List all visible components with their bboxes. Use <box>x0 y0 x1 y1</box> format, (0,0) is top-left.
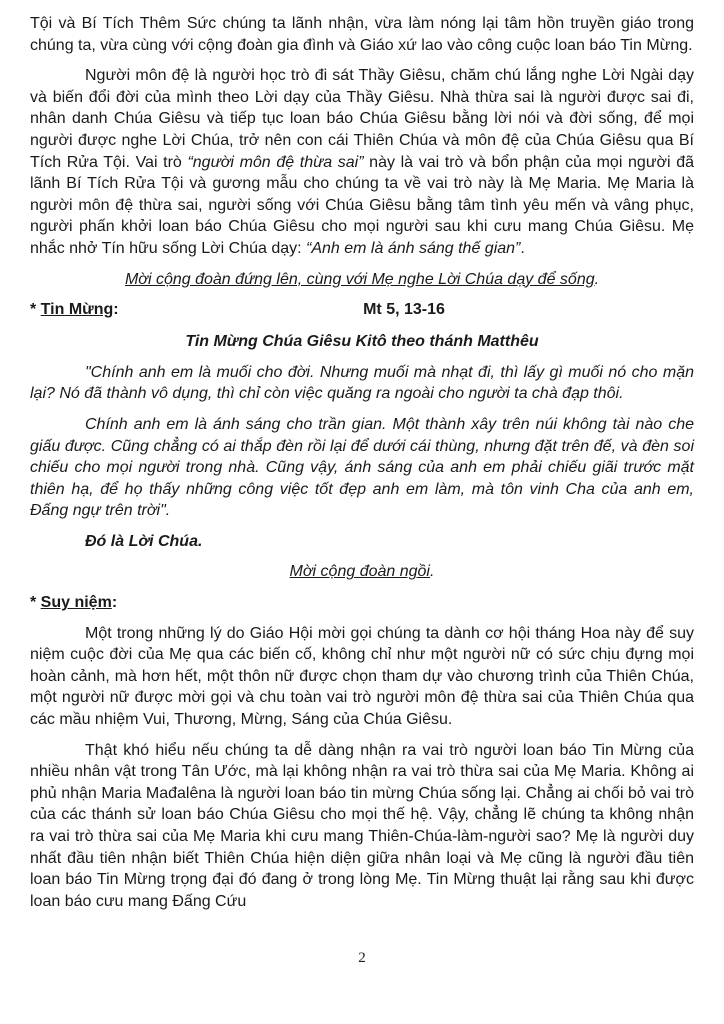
gospel-text-salt: "Chính anh em là muối cho đời. Nhưng muối mà nhạt đi, thì lấy gì muối nó cho mặn lại? Nó đã thành vô dụng, thì chỉ còn việc quăng ra ngoài cho người ta chà đạp thôi. <box>30 363 694 403</box>
rubric-stand-up: Mời cộng đoàn đứng lên, cùng với Mẹ nghe Lời Chúa dạy để sống. <box>124 270 600 288</box>
gospel-heading-row <box>30 299 694 321</box>
gospel-section-label: * Tin Mừng: <box>30 301 119 319</box>
gospel-scripture-reference: Mt 5, 13-16 <box>363 301 445 319</box>
paragraph-intro-continuation: Tội và Bí Tích Thêm Sức chúng ta lãnh nhận, vừa làm nóng lại tâm hồn truyền giáo trong chúng ta, vừa cùng với cộng đoàn gia đình và Giáo xứ lao vào công cuộc loan báo Tin Mừng. <box>30 15 694 54</box>
gospel-title: Tin Mừng Chúa Giêsu Kitô theo thánh Matthêu <box>185 333 539 351</box>
page-number: 2 <box>358 950 366 966</box>
reflection-section-label: * Suy niệm: <box>30 594 118 612</box>
paragraph-reflection-mary-missionary: Thật khó hiểu nếu chúng ta dễ dàng nhận ra vai trò người loan báo Tin Mừng của nhiều nhân vật trong Tân Ước, mà lại không nhận ra vai trò thừa sai của Mẹ Maria. Không ai phủ nhận Maria Mađalêna là người loan báo tin mừng Chúa sống lại. Chẳng ai chối bỏ vai trò của các thánh sử loan báo Chúa Giêsu cho mọi thế hệ. Vậy, chẳng lẽ chúng ta không nhận ra vai trò thừa sai của Mẹ Maria khi cưu mang Thiên-Chúa-làm-người sao? Mẹ là người duy nhất đầu tiên nhận biết Thiên Chúa hiện diện giữa nhân loại và Mẹ cũng là người đầu tiên loan báo Tin Mừng trọng đại đó đang ở trong lòng Mẹ. Tin Mừng thuật lại rằng sau khi được loan báo cưu mang Đấng Cứu <box>30 741 694 910</box>
paragraph-reflection-month-of-flowers: Một trong những lý do Giáo Hội mời gọi chúng ta dành cơ hội tháng Hoa này để suy niệm cuộc đời của Mẹ qua các biến cố, không chỉ như một người nữ có sức chịu đựng mọi hoàn cảnh, mà hơn hết, một thôn nữ được chọn tham dự vào chương trình của Thiên Chúa, một người nữ được mời gọi và chu toàn vai trò người môn đệ thừa sai của Thiên Chúa qua các mầu nhiệm Vui, Thương, Mừng, Sáng của Chúa Giêsu. <box>30 624 694 729</box>
gospel-text-light: Chính anh em là ánh sáng cho trần gian. Một thành xây trên núi không tài nào che giấu được. Cũng chẳng có ai thắp đèn rồi lại để dưới cái thùng, nhưng đặt trên đế, và đèn soi chiếu cho mọi người trong nhà. Cũng vậy, ánh sáng của anh em phải chiếu giãi trước mặt thiên hạ, để họ thấy những công việc tốt đẹp anh em làm, mà tôn vinh Cha của anh em, Đấng ngự trên trời". <box>30 415 694 520</box>
gospel-closing-acclamation: Đó là Lời Chúa. <box>85 532 203 550</box>
paragraph-missionary-disciple: Người môn đệ là người học trò đi sát Thầy Giêsu, chăm chú lắng nghe Lời Ngài dạy và biến đổi đời của mình theo Lời dạy của Thầy Giêsu. Nhà thừa sai là người được sai đi, nhân danh Chúa Giêsu và tiếp tục loan báo Chúa Giêsu bằng lời nói và đời sống, để mọi người được nghe Lời Chúa, trở nên con cái Thiên Chúa và môn đệ của Chúa Giêsu qua Bí Tích Rửa Tội. Vai trò “người môn đệ thừa sai” này là vai trò và bổn phận của mọi người đã lãnh Bí Tích Rửa Tội và gương mẫu cho chúng ta về vai trò này là Mẹ Maria. Mẹ Maria là người môn đệ thừa sai, người sống với Chúa Giêsu bằng tâm tình yêu mến và vâng phục, người phấn khởi loan báo Chúa Giêsu cho mọi người sau khi cưu mang Chúa Giêsu. Mẹ nhắc nhở Tín hữu sống Lời Chúa dạy: “Anh em là ánh sáng thế gian”. <box>30 67 694 257</box>
rubric-sit-down: Mời cộng đoàn ngồi. <box>289 563 435 581</box>
